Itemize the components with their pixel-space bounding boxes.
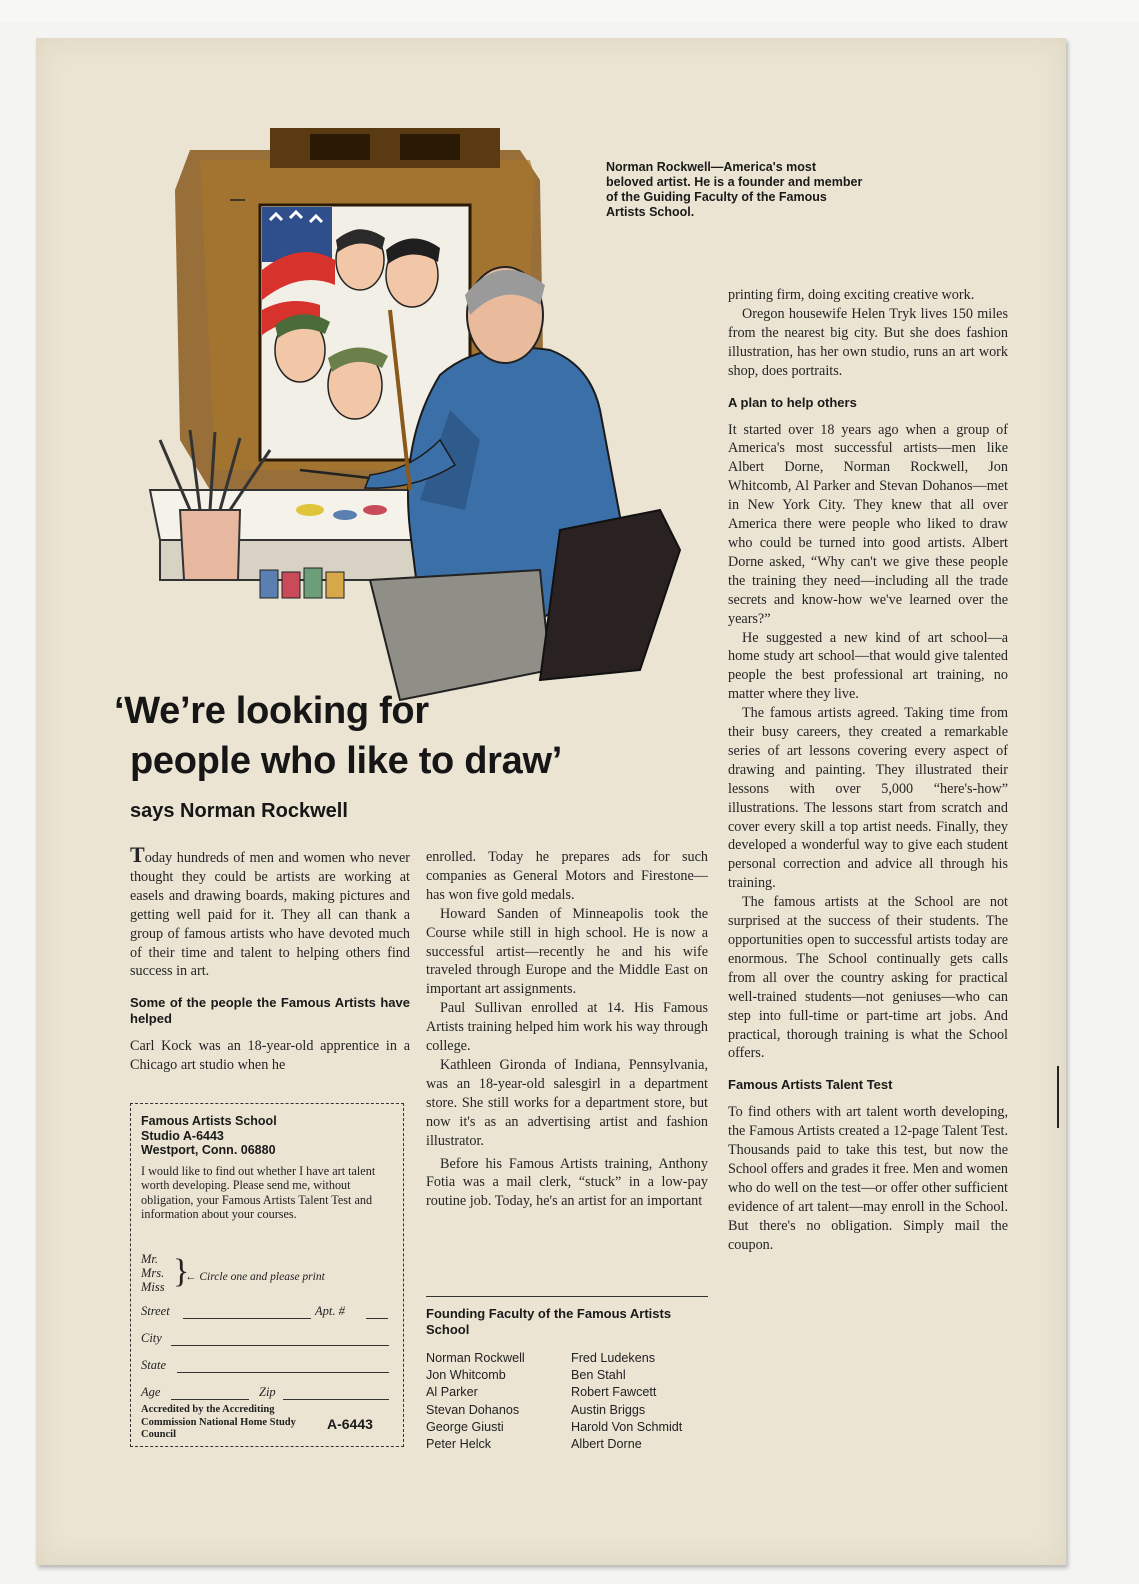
- coupon-school-name: Famous Artists School: [141, 1114, 277, 1128]
- subheadline: says Norman Rockwell: [130, 800, 348, 822]
- coupon-content: [141, 1114, 391, 1222]
- state-input-line[interactable]: [177, 1372, 389, 1373]
- printing-firm-paragraph: printing firm, doing exciting creative work.: [728, 287, 975, 303]
- home-study-paragraph: He suggested a new kind of art school—a home study art school—that would give talented people the best professional art training, no matter where they live.: [728, 629, 1008, 703]
- city-label: City: [141, 1331, 162, 1345]
- mail-coupon[interactable]: [130, 1103, 404, 1447]
- apt-input-line[interactable]: [366, 1318, 388, 1319]
- faculty-member: Al Parker: [426, 1385, 478, 1400]
- intro-paragraph: Today hundreds of men and women who never thought they could be artists are working at easels and drawing boards, making pictures and getting well paid for it. They all can thank a group of famous artists who have devoted much of their time and talent to helping others find success in art.: [130, 842, 410, 980]
- drop-cap: T: [130, 842, 145, 867]
- illustration-caption: Norman Rockwell—America's most beloved artist. He is a founder and member of the Guiding Faculty of the Famous Artists School.: [606, 160, 863, 219]
- faculty-member: Harold Von Schmidt: [571, 1419, 683, 1434]
- apt-label: Apt. #: [315, 1304, 345, 1318]
- state-label: State: [141, 1358, 166, 1372]
- faculty-member: Austin Briggs: [571, 1402, 646, 1417]
- headline-line-2: people who like to draw’: [130, 740, 562, 782]
- faculty-list-right: [571, 1350, 721, 1453]
- column-1: [130, 842, 410, 1075]
- faculty-member: Norman Rockwell: [426, 1351, 525, 1365]
- column-2: [426, 848, 708, 1211]
- fotia-paragraph: Before his Famous Artists training, Anthony Fotia was a mail clerk, “stuck” in a low-pay routine job. Today, he's an artist for an important: [426, 1155, 708, 1210]
- plan-heading: A plan to help others: [728, 394, 857, 410]
- title-mrs[interactable]: Mrs.: [141, 1266, 165, 1280]
- title-select-field[interactable]: [141, 1252, 391, 1298]
- page-edge-mark: [1057, 1066, 1059, 1128]
- magazine-page: [36, 38, 1066, 1565]
- zip-label: Zip: [259, 1385, 276, 1399]
- faculty-member: Ben Stahl: [571, 1368, 626, 1383]
- faculty-list-left: [426, 1350, 576, 1453]
- faculty-member: Robert Fawcett: [571, 1385, 657, 1400]
- title-miss[interactable]: Miss: [141, 1280, 165, 1294]
- street-input-line[interactable]: [183, 1318, 311, 1319]
- faculty-member: Peter Helck: [426, 1437, 492, 1452]
- faculty-member: Fred Ludekens: [571, 1351, 656, 1365]
- coupon-studio: Studio A-6443: [141, 1128, 224, 1143]
- city-input-line[interactable]: [171, 1345, 389, 1346]
- coupon-address: Westport, Conn. 06880: [141, 1143, 276, 1157]
- gironda-paragraph: Kathleen Gironda of Indiana, Pennsylvania, was an 18-year-old salesgirl in a department store. She still works for a department store, but now it's as an advertising artist and fashion illustrator.: [426, 1056, 708, 1149]
- lessons-paragraph: The famous artists agreed. Taking time from their busy careers, they created a remarkable series of art lessons covering every aspect of drawing and painting. They illustrated their lessons with over 5,000 “here's-how” illustrations. The lessons start from scratch and cover every skill a top artist needs. Finally, they developed a wonderful way to give each student personal correction and advice all through his training.: [728, 705, 1008, 892]
- faculty-member: George Giusti: [426, 1419, 504, 1434]
- history-paragraph: It started over 18 years ago when a group of America's most successful artists—men like Albert Dorne, Norman Rockwell, Jon Whitcomb, Al Parker and Stevan Dohanos—met in New York City. They knew that all over America there were people who liked to draw who could be turned into good artists. Albert Dorne asked, “Why can't we give these people the training they need—including all the trade secrets and know-how we've learned over the years?”: [728, 421, 1008, 627]
- coupon-code: A-6443: [327, 1416, 373, 1432]
- sullivan-paragraph: Paul Sullivan enrolled at 14. His Famous Artists training helped him work his way through college.: [426, 1000, 708, 1055]
- state-field[interactable]: [141, 1358, 391, 1374]
- scan-background: [0, 0, 1139, 22]
- faculty-member: Stevan Dohanos: [426, 1402, 520, 1417]
- section-heading-helped: Some of the people the Famous Artists have helped: [130, 995, 410, 1027]
- age-input-line[interactable]: [171, 1399, 249, 1400]
- city-field[interactable]: [141, 1331, 391, 1347]
- street-field[interactable]: [141, 1304, 391, 1320]
- kock-continued-paragraph: enrolled. Today he prepares ads for such companies as General Motors and Firestone—has won five gold medals.: [426, 849, 708, 903]
- coupon-request-text: I would like to find out whether I have art talent worth developing. Please send me, without obligation, your Famous Artists Talent Test and information about your courses.: [141, 1163, 376, 1221]
- faculty-divider: [426, 1296, 708, 1297]
- sanden-paragraph: Howard Sanden of Minneapolis took the Course while still in high school. He is now a successful artist—recently he and his wife traveled through Europe and the Middle East on important art assignments.: [426, 905, 708, 998]
- zip-input-line[interactable]: [283, 1399, 389, 1400]
- title-mr[interactable]: Mr.: [141, 1252, 159, 1266]
- faculty-member: Jon Whitcomb: [426, 1368, 506, 1383]
- age-label: Age: [141, 1385, 161, 1399]
- headline: [114, 686, 674, 786]
- tryk-paragraph: Oregon housewife Helen Tryk lives 150 miles from the nearest big city. But she does fashion illustration, has her own studio, runs an art work shop, does portraits.: [728, 305, 1008, 379]
- column-3: [728, 286, 1008, 1255]
- street-label: Street: [141, 1304, 170, 1318]
- accreditation-note: Accredited by the Accrediting Commission National Home Study Council: [141, 1404, 296, 1440]
- brace-icon: }: [173, 1253, 190, 1290]
- faculty-member: Albert Dorne: [571, 1437, 642, 1452]
- headline-line-1: ‘We’re looking for: [114, 690, 429, 732]
- talent-test-paragraph: To find others with art talent worth developing, the Famous Artists created a 12-page Talent Test. Thousands paid to take this test, but now the School offers and grades it free. Men and women who do well on the test—or offer other sufficient evidence of art talent—may enroll in the School. But there's no obligation. Simply mail the coupon.: [728, 1104, 1008, 1253]
- talent-test-heading: Famous Artists Talent Test: [728, 1077, 893, 1093]
- circle-instruction: ← Circle one and please print: [185, 1271, 325, 1283]
- age-zip-field[interactable]: [141, 1385, 391, 1401]
- opportunities-paragraph: The famous artists at the School are not surprised at the success of their students. The opportunities open to successful artists today are enormous. The School continually gets calls from all over the country asking for practical well-trained students—not geniuses—who can step into full-time or part-time art jobs. And practical, thorough training is what the School offers.: [728, 894, 1008, 1062]
- norman-rockwell-illustration: [120, 110, 690, 710]
- faculty-heading: Founding Faculty of the Famous Artists School: [426, 1306, 672, 1337]
- carl-kock-paragraph: Carl Kock was an 18-year-old apprentice in a Chicago art studio when he: [130, 1038, 410, 1074]
